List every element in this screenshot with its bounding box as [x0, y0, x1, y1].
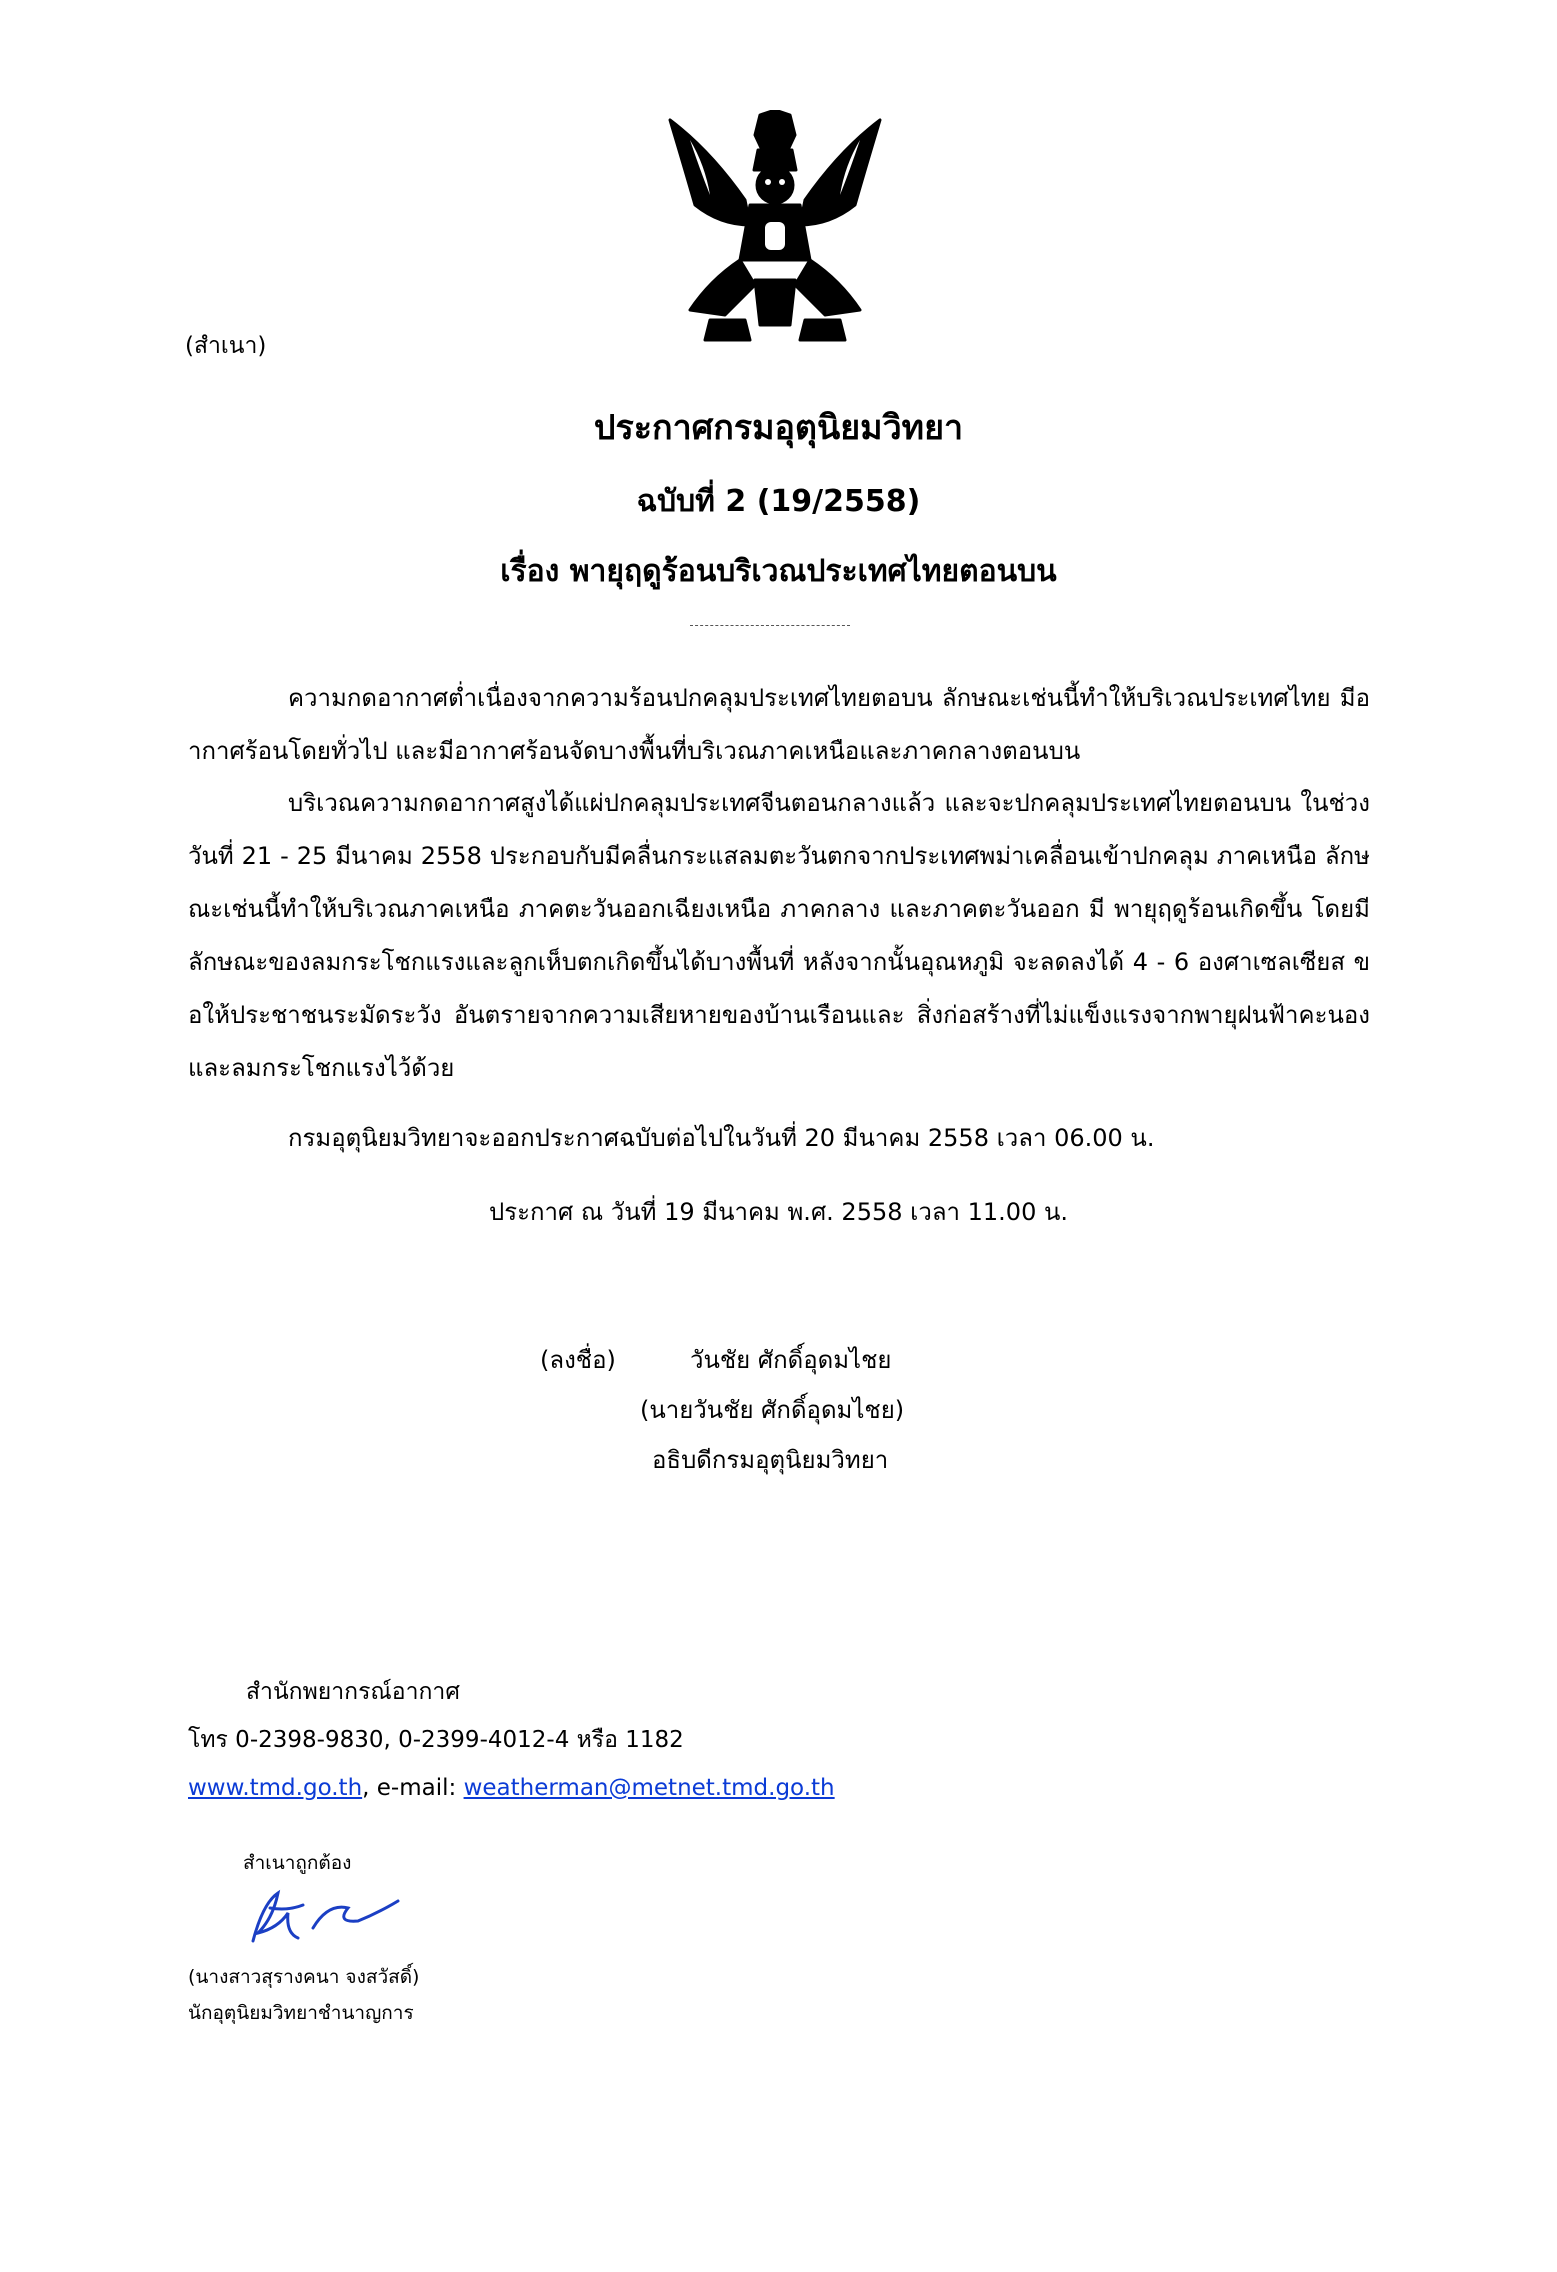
website-link[interactable]: www.tmd.go.th	[188, 1775, 363, 1801]
body-paragraph-3: กรมอุตุนิยมวิทยาจะออกประกาศฉบับต่อไปในวันที่ 20 มีนาคม 2558 เวลา 06.00 น.	[288, 1124, 1155, 1152]
web-contact-line	[188, 1764, 835, 1812]
announcement-date: ประกาศ ณ วันที่ 19 มีนาคม พ.ศ. 2558 เวลา 11.00 น.	[489, 1198, 1068, 1226]
signatory-printed-name: (นายวันชัย ศักดิ์อุดมไชย)	[640, 1396, 905, 1424]
signature-prefix: (ลงชื่อ)	[540, 1346, 616, 1374]
contact-footer	[188, 1668, 835, 1812]
announcement-issue: ฉบับที่ 2 (19/2558)	[636, 484, 921, 519]
email-link[interactable]: weatherman@metnet.tmd.go.th	[463, 1775, 835, 1801]
certification-block	[188, 1845, 419, 2031]
email-label: , e-mail:	[362, 1775, 464, 1801]
signatory-name: วันชัย ศักดิ์อุดมไชย	[690, 1346, 892, 1374]
body-paragraph-2: บริเวณความกดอากาศสูงได้แผ่ปกคลุมประเทศจีนตอนกลางแล้ว และจะปกคลุมประเทศไทยตอนบน ในช่วงวันที่ 21 - 25 มีนาคม 2558 ประกอบกับมีคลื่นกระแสลมตะวันตกจากประเทศพม่าเคลื่อนเข้าปกคลุม ภาคเหนือ ลักษณะเช่นนี้ทำให้บริเวณภาคเหนือ ภาคตะวันออกเฉียงเหนือ ภาคกลาง และภาคตะวันออก มี พายุฤดูร้อนเกิดขึ้น โดยมีลักษณะของลมกระโชกแรงและลูกเห็บตกเกิดขึ้นได้บางพื้นที่ หลังจากนั้นอุณหภูมิ จะลดลงได้ 4 - 6 องศาเซลเซียส ขอให้ประชาชนระมัดระวัง อันตรายจากความเสียหายของบ้านเรือนและ สิ่งก่อสร้างที่ไม่แข็งแรงจากพายุฝนฟ้าคะนองและลมกระโชกแรงไว้ด้วย	[188, 789, 1370, 1082]
announcement-title: ประกาศกรมอุตุนิยมวิทยา	[593, 408, 964, 448]
handwritten-signature-icon	[218, 1883, 408, 1953]
certifier-name: (นางสาวสุรางคนา จงสวัสดิ์)	[188, 1966, 420, 1988]
certification-label: สำเนาถูกต้อง	[243, 1852, 352, 1874]
phone-numbers: โทร 0-2398-9830, 0-2399-4012-4 หรือ 1182	[188, 1727, 684, 1753]
signatory-position: อธิบดีกรมอุตุนิยมวิทยา	[652, 1446, 889, 1474]
body-paragraph-1: ความกดอากาศต่ำเนื่องจากความร้อนปกคลุมประเทศไทยตอบน ลักษณะเช่นนี้ทำให้บริเวณประเทศไทย มีอากาศร้อนโดยทั่วไป และมีอากาศร้อนจัดบางพื้นที่บริเวณภาคเหนือและภาคกลางตอนบน	[188, 684, 1370, 765]
garuda-emblem-icon	[650, 110, 900, 345]
office-name: สำนักพยากรณ์อากาศ	[246, 1679, 460, 1705]
announcement-subject: เรื่อง พายุฤดูร้อนบริเวณประเทศไทยตอนบน	[500, 554, 1057, 589]
copy-mark: (สำเนา)	[185, 333, 267, 359]
certifier-position: นักอุตุนิยมวิทยาชำนาญการ	[188, 2002, 414, 2024]
title-divider	[690, 625, 850, 626]
